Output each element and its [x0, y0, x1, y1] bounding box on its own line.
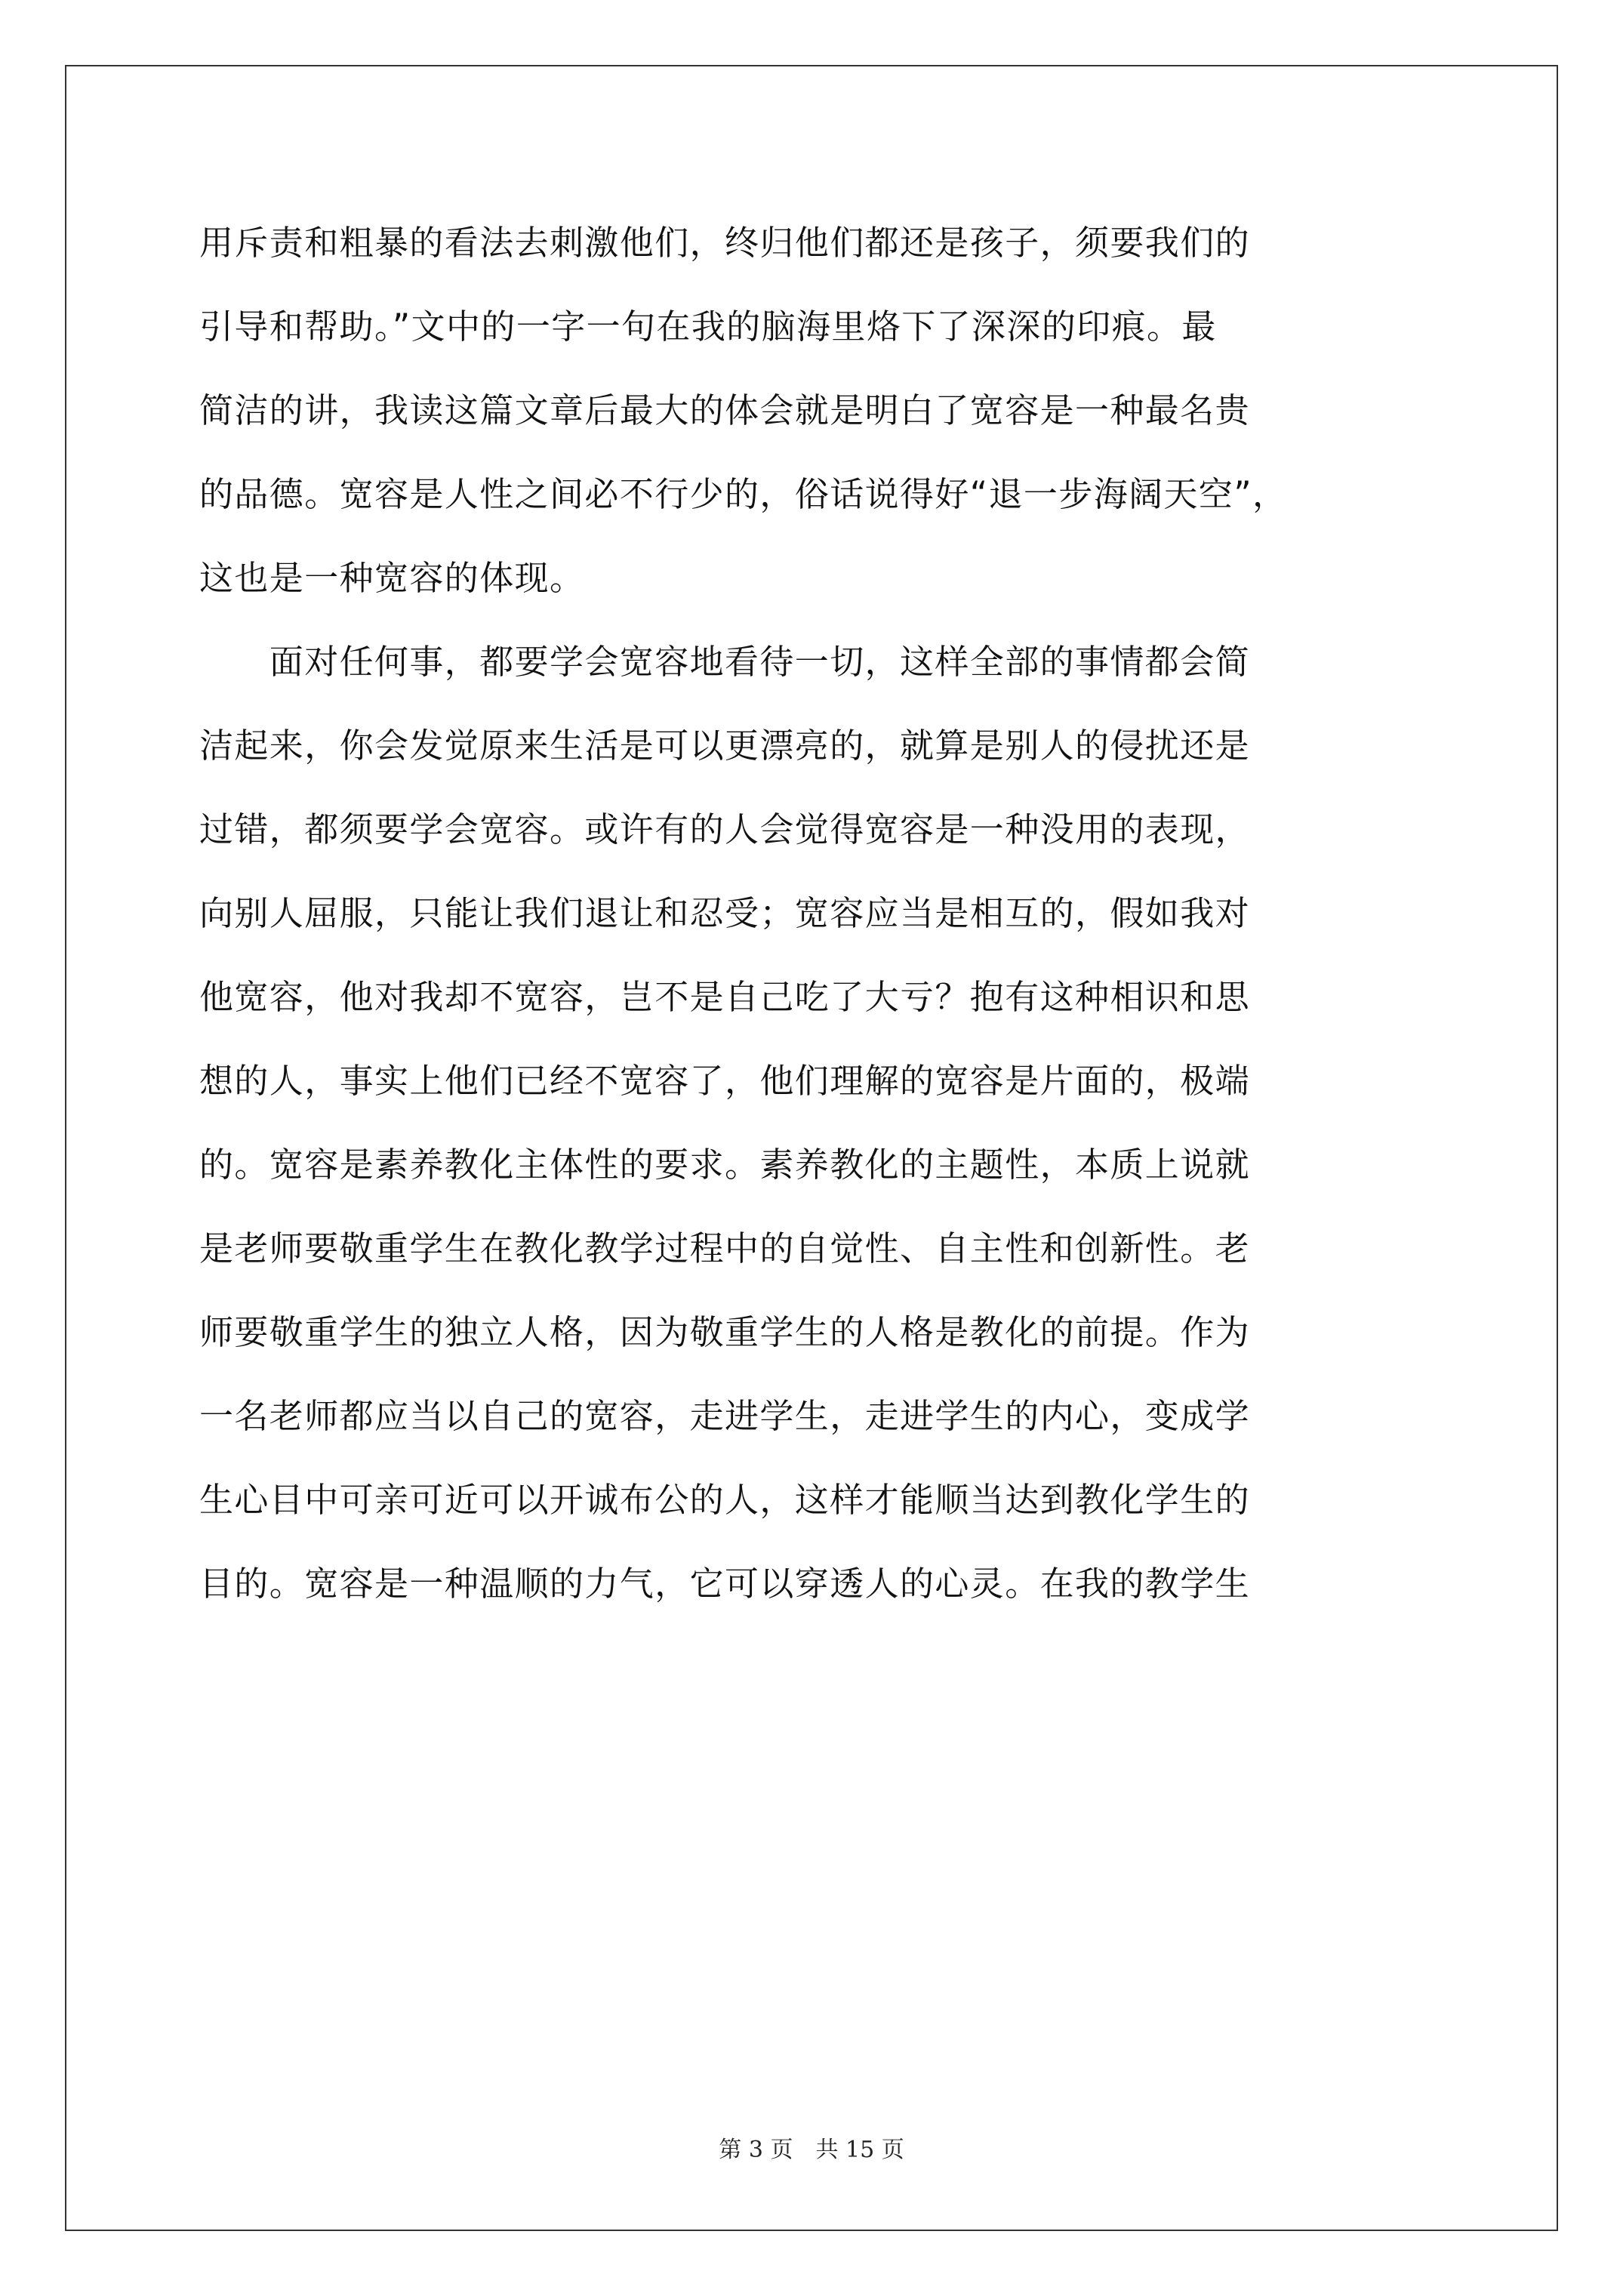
page-number: 第 3 页 — [719, 2137, 793, 2163]
text-line: 用斥责和粗暴的看法去刺激他们，终归他们都还是孩子，须要我们的 — [199, 223, 1251, 263]
text-line: 的品德。宽容是人性之间必不行少的，俗话说得好“退一步海阔天空”， — [199, 474, 1288, 514]
text-line: 他宽容，他对我却不宽容，岂不是自己吃了大亏？抱有这种相识和思 — [199, 977, 1251, 1017]
page-total: 共 15 页 — [815, 2137, 904, 2163]
text-line: 向别人屈服，只能让我们退让和忍受；宽容应当是相互的，假如我对 — [199, 893, 1251, 933]
text-line: 生心目中可亲可近可以开诚布公的人，这样才能顺当达到教化学生的 — [199, 1480, 1251, 1520]
text-line: 面对任何事，都要学会宽容地看待一切，这样全部的事情都会简 — [199, 642, 1251, 682]
text-line: 一名老师都应当以自己的宽容，走进学生，走进学生的内心，变成学 — [199, 1396, 1251, 1436]
text-line: 引导和帮助。”文中的一字一句在我的脑海里烙下了深深的印痕。最 — [199, 307, 1217, 347]
text-line: 简洁的讲，我读这篇文章后最大的体会就是明白了宽容是一种最名贵 — [199, 390, 1251, 430]
text-line: 想的人，事实上他们已经不宽容了，他们理解的宽容是片面的，极端 — [199, 1061, 1251, 1101]
text-line: 过错，都须要学会宽容。或许有的人会觉得宽容是一种没用的表现， — [199, 809, 1251, 849]
text-line: 师要敬重学生的独立人格，因为敬重学生的人格是教化的前提。作为 — [199, 1312, 1251, 1352]
text-line: 洁起来，你会发觉原来生活是可以更漂亮的，就算是别人的侵扰还是 — [199, 726, 1251, 766]
text-line: 目的。宽容是一种温顺的力气，它可以穿透人的心灵。在我的教学生 — [199, 1564, 1251, 1604]
page-footer — [0, 2131, 1623, 2164]
text-line: 这也是一种宽容的体现。 — [199, 558, 585, 598]
body-text — [199, 205, 1437, 1630]
text-line: 的。宽容是素养教化主体性的要求。素养教化的主题性，本质上说就 — [199, 1145, 1251, 1185]
text-line: 是老师要敬重学生在教化教学过程中的自觉性、自主性和创新性。老 — [199, 1228, 1251, 1268]
